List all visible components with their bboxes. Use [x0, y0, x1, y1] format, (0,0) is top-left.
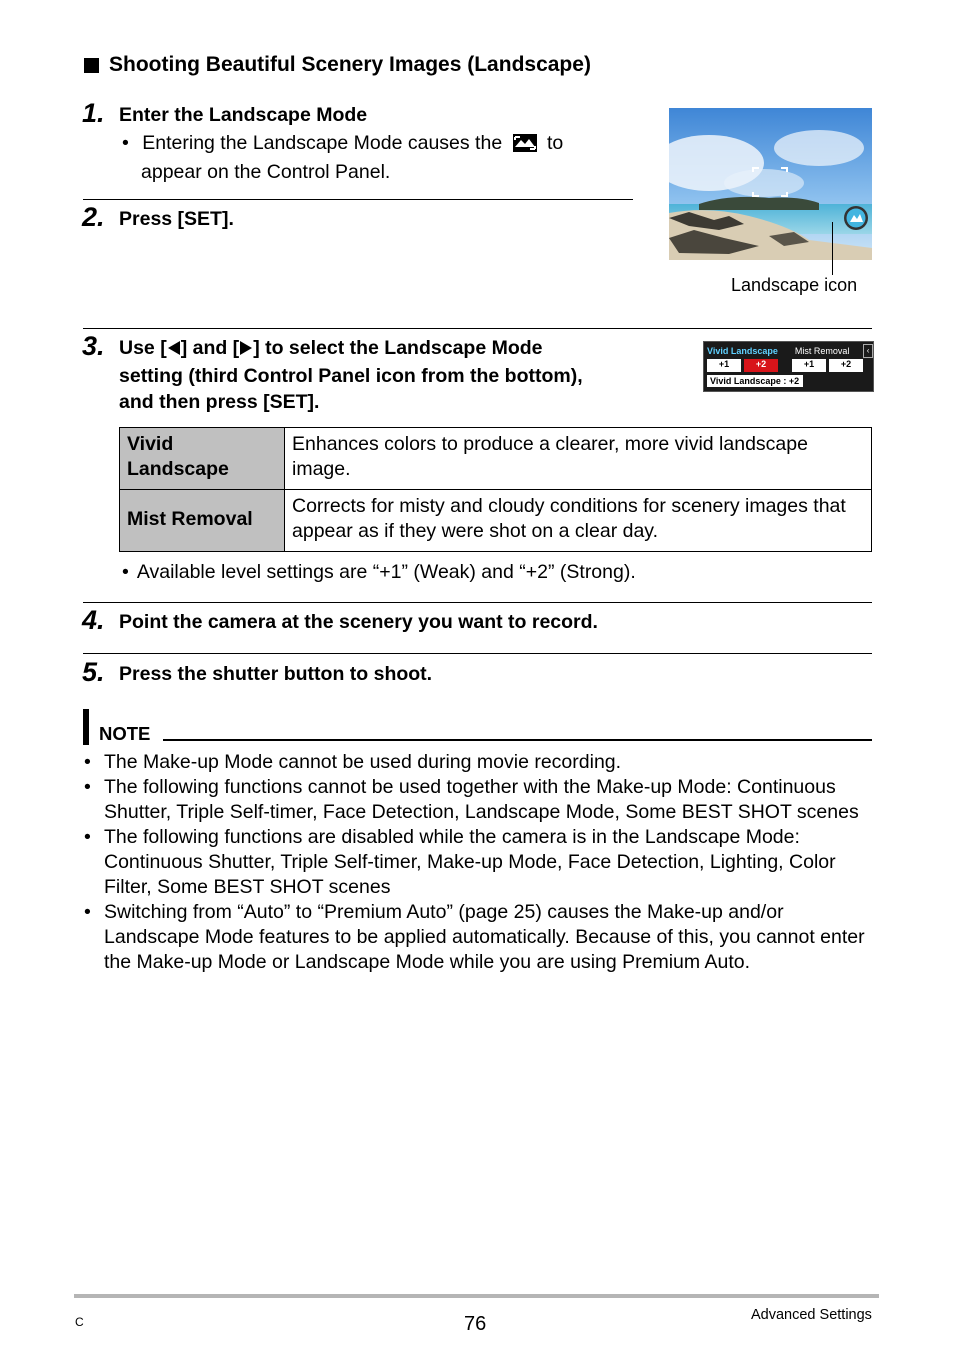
landscape-mode-icon — [512, 133, 538, 160]
notes-list — [84, 750, 874, 975]
note-rule — [163, 739, 872, 741]
table-row — [120, 428, 872, 490]
step-1-number: 1. — [82, 98, 105, 128]
step-3-title-part: ] to select the Landscape Mode — [253, 337, 543, 359]
cp-status: Vivid Landscape : +2 — [707, 375, 803, 387]
control-panel-screenshot — [703, 341, 874, 392]
note-bar — [83, 709, 89, 745]
divider — [83, 602, 872, 603]
bullet-dot: • — [122, 132, 129, 154]
step-1-bullet-line2: appear on the Control Panel. — [141, 161, 391, 183]
cp-mist-value-2: +2 — [829, 359, 863, 372]
list-item: • Switching from “Auto” to “Premium Auto” (page 25) causes the Make-up and/or Landscape Mode features to be applied automatically. Because of this, you cannot enter the Make-up Mode or Landscape Mode while you are using Premium Auto. — [84, 901, 865, 973]
step-1-title: Enter the Landscape Mode — [119, 104, 368, 126]
divider — [83, 653, 872, 654]
callout-line — [832, 222, 833, 275]
table-row — [120, 490, 872, 552]
step-1-bullet-text-b: to — [547, 132, 564, 154]
cp-tab-mist: Mist Removal — [794, 345, 850, 356]
option-label: Vivid Landscape — [120, 428, 285, 490]
step-3-title-line3: and then press [SET]. — [119, 391, 320, 413]
step-3-title-part: Use [ — [119, 337, 167, 359]
footer-chapter: Advanced Settings — [751, 1307, 872, 1323]
landscape-icon-caption: Landscape icon — [731, 275, 858, 295]
page-number: 76 — [464, 1313, 487, 1335]
left-arrow-icon — [167, 337, 181, 363]
cp-vivid-value-1: +1 — [707, 359, 741, 372]
right-arrow-icon — [239, 337, 253, 363]
step-4-number: 4. — [82, 605, 105, 635]
cp-vivid-value-2: +2 — [744, 359, 778, 372]
cp-mist-value-1: +1 — [792, 359, 826, 372]
options-table — [119, 427, 872, 552]
step-2-title: Press [SET]. — [119, 208, 234, 230]
list-item: • The following functions cannot be used together with the Make-up Mode: Continuous Shutter, Triple Self-timer, Face Detection, Landscape Mode, Some BEST SHOT scenes — [84, 776, 859, 823]
note-label: NOTE — [99, 723, 151, 744]
list-item: • The following functions are disabled while the camera is in the Landscape Mode: Continuous Shutter, Triple Self-timer, Make-up Mode, Face Detection, Lighting, Color Filter, Some BEST SHOT scenes — [84, 826, 836, 898]
step-4-title: Point the camera at the scenery you want to record. — [119, 611, 598, 633]
step-1-bullet-text-a: Entering the Landscape Mode causes the — [142, 132, 503, 154]
levels-bullet: • Available level settings are “+1” (Weak) and “+2” (Strong). — [122, 561, 636, 583]
step-3-title-line2: setting (third Control Panel icon from the bottom), — [119, 365, 583, 387]
option-description: Enhances colors to produce a clearer, more vivid landscape image. — [285, 428, 872, 490]
footer-rule — [74, 1294, 879, 1298]
landscape-photo — [669, 108, 872, 260]
step-1-bullet — [122, 131, 642, 185]
section-title-text: Shooting Beautiful Scenery Images (Landscape) — [109, 53, 591, 76]
levels-bullet-text: Available level settings are “+1” (Weak) and “+2” (Strong). — [136, 561, 636, 583]
cp-tab-vivid: Vivid Landscape — [707, 345, 778, 356]
step-3-number: 3. — [82, 331, 105, 361]
step-5-number: 5. — [82, 657, 105, 687]
divider — [83, 328, 872, 329]
option-label: Mist Removal — [120, 490, 285, 552]
option-description: Corrects for misty and cloudy conditions for scenery images that appear as if they were shot on a clear day. — [285, 490, 872, 552]
cp-chevron-left-icon: ‹ — [863, 344, 873, 358]
list-item: • The Make-up Mode cannot be used during movie recording. — [84, 751, 622, 773]
step-3-title-part: ] and [ — [180, 337, 240, 359]
step-5-title: Press the shutter button to shoot. — [119, 663, 433, 685]
divider — [83, 199, 633, 200]
footer-left: C — [75, 1315, 84, 1329]
step-2-number: 2. — [82, 202, 105, 232]
square-bullet-icon — [84, 58, 99, 73]
step-3-title — [119, 335, 679, 415]
section-title — [84, 53, 591, 77]
